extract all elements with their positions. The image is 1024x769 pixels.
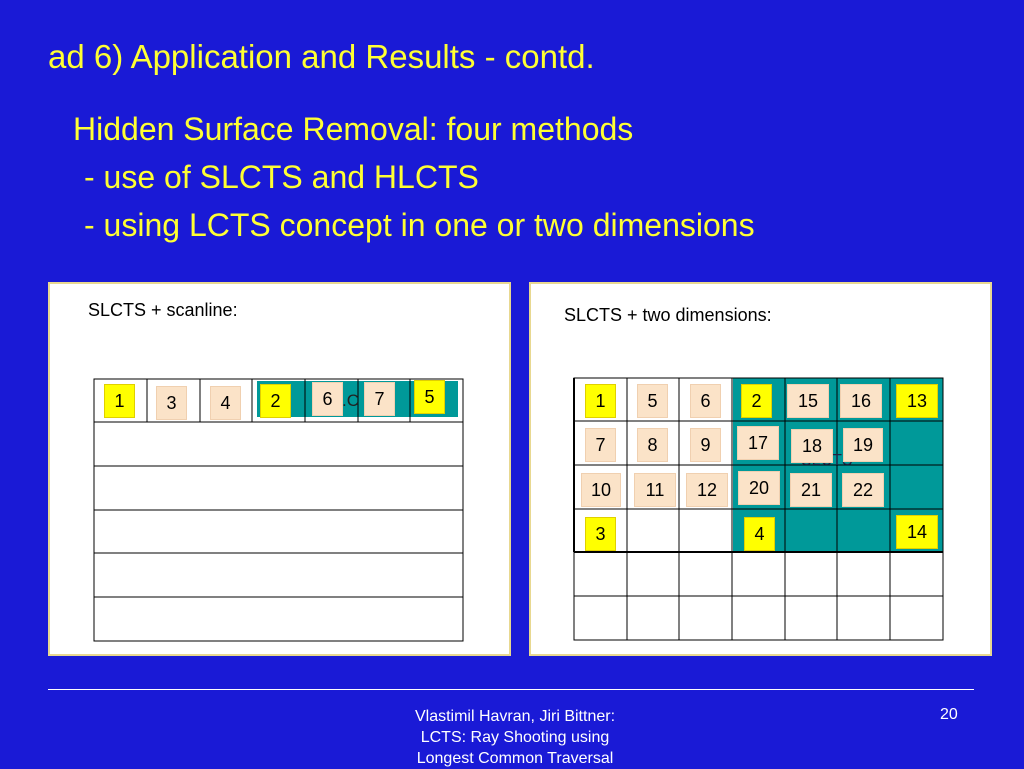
two-dimensions-grid <box>531 284 990 654</box>
scanline-cell: 2 <box>260 384 291 418</box>
scanline-panel-label: SLCTS + scanline: <box>88 300 238 320</box>
scanline-cell: 5 <box>414 380 445 414</box>
scanline-cell: 7 <box>364 382 395 416</box>
slide-heading: Hidden Surface Removal: four methods <box>73 111 634 147</box>
bullet-2: - using LCTS concept in one or two dimensions <box>84 207 755 243</box>
grid-cell: 2 <box>741 384 772 418</box>
grid-cell: 14 <box>896 515 938 549</box>
grid-cell: 16 <box>840 384 882 418</box>
grid-cell: 12 <box>686 473 728 507</box>
grid-cell: 4 <box>744 517 775 551</box>
scanline-cell: 6 <box>312 382 343 416</box>
grid-cell: 10 <box>581 473 621 507</box>
grid-cell: 7 <box>585 428 616 462</box>
grid-cell: 17 <box>737 426 779 460</box>
grid-cell: 21 <box>790 473 832 507</box>
scanline-grid <box>50 284 509 654</box>
footer-citation <box>370 706 660 769</box>
grid-cell: 8 <box>637 428 668 462</box>
grid-cell: 5 <box>637 384 668 418</box>
grid-cell: 9 <box>690 428 721 462</box>
page-number: 20 <box>940 706 958 723</box>
grid-cell: 19 <box>843 428 883 462</box>
scanline-panel <box>48 282 511 656</box>
grid-cell: 15 <box>787 384 829 418</box>
grid-cell: 18 <box>791 429 833 463</box>
grid-cell: 11 <box>634 473 676 507</box>
two-dimensions-panel <box>529 282 992 656</box>
footer-line: Vlastimil Havran, Jiri Bittner: <box>414 708 616 725</box>
slide-title: ad 6) Application and Results - contd. <box>48 38 595 75</box>
grid-cell: 3 <box>585 517 616 551</box>
grid-cell: 13 <box>896 384 938 418</box>
grid-cell: 1 <box>585 384 616 418</box>
scanline-partial-text: .C <box>342 391 359 410</box>
bullet-1: - use of SLCTS and HLCTS <box>84 159 479 195</box>
footer-line: Longest Common Traversal <box>416 750 614 767</box>
grid-cell: 22 <box>842 473 884 507</box>
grid-cell: 6 <box>690 384 721 418</box>
grid-cell: 20 <box>738 471 780 505</box>
two-dimensions-panel-label: SLCTS + two dimensions: <box>564 305 772 325</box>
scanline-cell: 4 <box>210 386 241 420</box>
footer-line: LCTS: Ray Shooting using <box>420 729 610 746</box>
scanline-cell: 1 <box>104 384 135 418</box>
footer-divider <box>48 689 974 690</box>
scanline-cell: 3 <box>156 386 187 420</box>
